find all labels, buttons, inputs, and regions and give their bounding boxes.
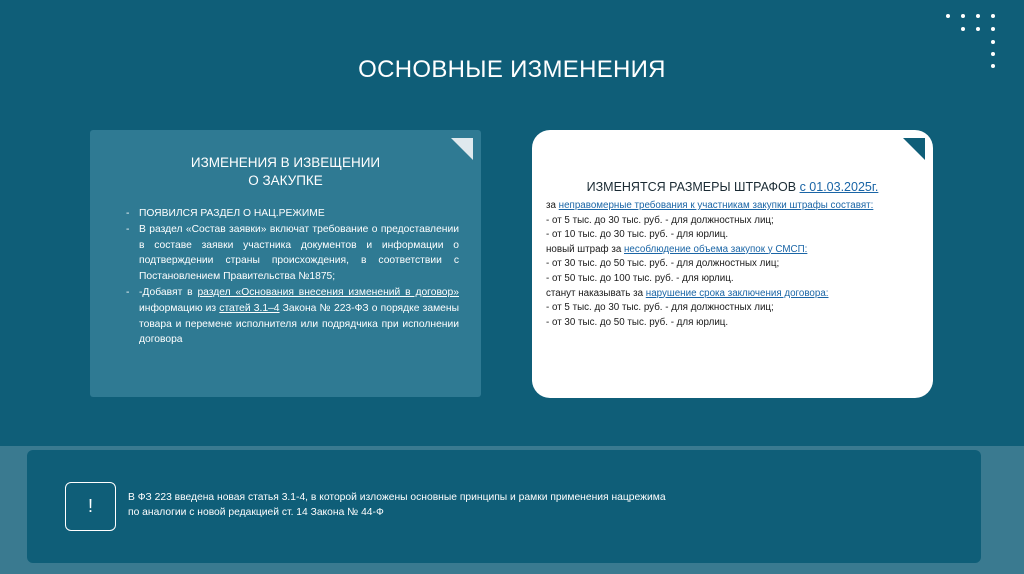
notice-changes-card — [90, 130, 481, 397]
list-item: - -Добавят в раздел «Основания внесения изменений в договор» информацию из статей 3.1–4 Закона № 223-ФЗ о порядке замены товара и перемене исполнителя или подрядчика при исполнении договора — [126, 286, 459, 346]
fines-date-link[interactable]: с 01.03.2025г. — [799, 180, 879, 194]
notice-changes-list — [126, 206, 459, 348]
contract-deadline-link[interactable]: нарушение срока заключения договора: — [645, 287, 829, 299]
smsp-volume-link[interactable]: несоблюдение объема закупок у СМСП: — [624, 243, 808, 255]
list-item: новый штраф за несоблюдение объема закупок у СМСП: — [546, 243, 808, 255]
fines-list — [546, 199, 926, 330]
note-text: В ФЗ 223 введена новая статья 3.1-4, в которой изложены основные принципы и рамки применения нацрежима по аналогии с новой редакцией ст. 14 Закона № 44-Ф — [128, 492, 666, 518]
list-item: станут наказывать за нарушение срока заключения договора: — [546, 287, 829, 299]
corner-fold-icon — [903, 138, 925, 160]
articles-link[interactable]: статей 3.1–4 — [219, 302, 280, 314]
unlawful-requirements-link[interactable]: неправомерные требования к участникам закупки штрафы составят: — [558, 200, 874, 211]
list-item: - от 5 тыс. до 30 тыс. руб. - для должностных лиц; — [546, 302, 774, 314]
list-item: - ПОЯВИЛСЯ РАЗДЕЛ О НАЦ.РЕЖИМЕ — [126, 208, 325, 219]
list-item: - В раздел «Состав заявки» включат требование о предоставлении в составе заявки участника документов и информации о подтверждении страны происхождения, в соответствии с Постановлением Правительства №1875; — [126, 223, 459, 283]
list-item: - от 30 тыс. до 50 тыс. руб. - для должностных лиц; — [546, 258, 780, 270]
list-item: - от 10 тыс. до 30 тыс. руб. - для юрлиц. — [546, 229, 729, 241]
exclamation-icon: ! — [65, 482, 116, 531]
slide-title: ОСНОВНЫЕ ИЗМЕНЕНИЯ — [358, 56, 666, 83]
list-item: за неправомерные требования к участникам закупки штрафы составят: — [546, 200, 874, 211]
fines-card — [532, 130, 933, 398]
list-item: - от 50 тыс. до 100 тыс. руб. - для юрлиц. — [546, 272, 734, 284]
notice-changes-heading: ИЗМЕНЕНИЯ В ИЗВЕЩЕНИИ О ЗАКУПКЕ — [190, 155, 381, 188]
list-item: - от 5 тыс. до 30 тыс. руб. - для должностных лиц; — [546, 214, 774, 226]
fines-heading: ИЗМЕНЯТСЯ РАЗМЕРЫ ШТРАФОВ с 01.03.2025г. — [586, 180, 879, 194]
contract-amendment-section-link[interactable]: раздел «Основания внесения изменений в договор» — [197, 286, 459, 298]
list-item: - от 30 тыс. до 50 тыс. руб. - для юрлиц. — [546, 316, 729, 328]
